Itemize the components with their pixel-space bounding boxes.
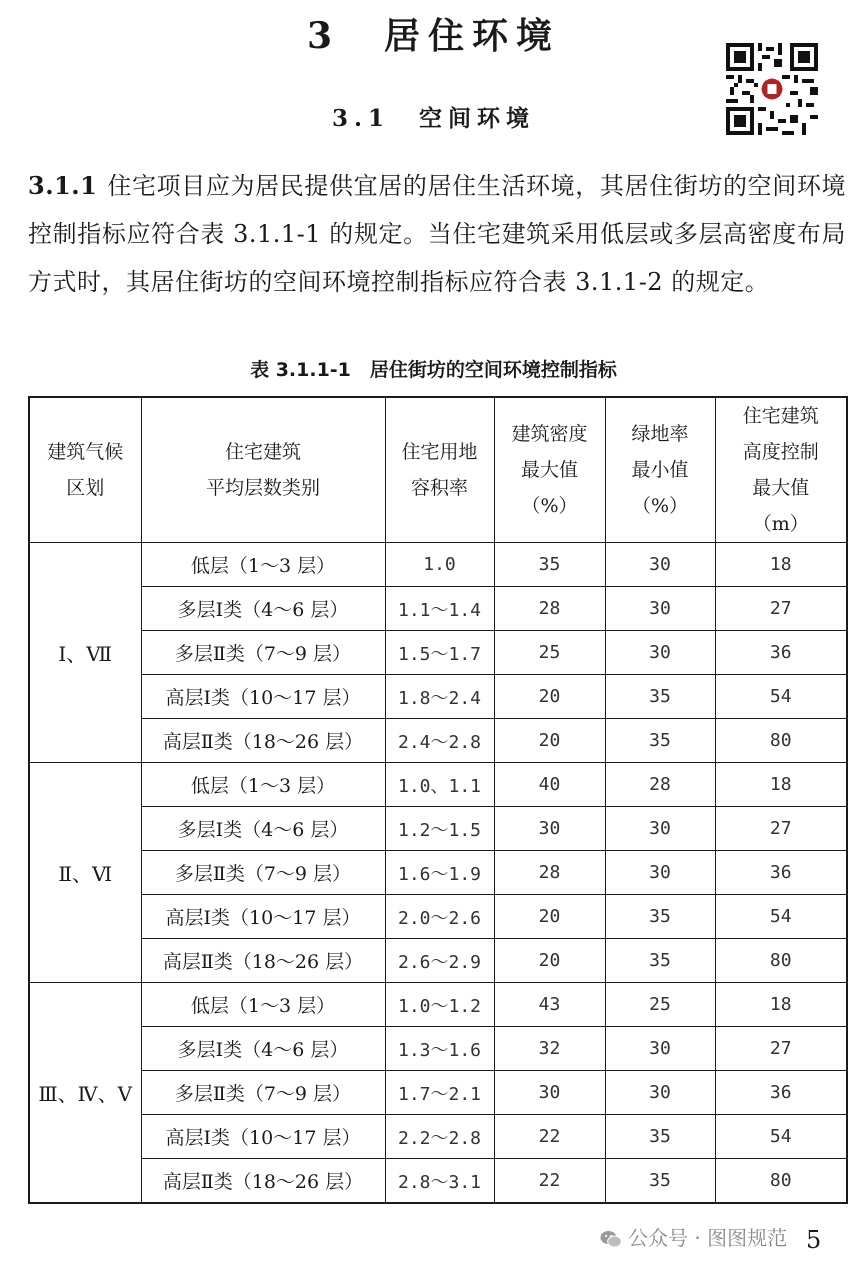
far-cell: 1.0 (385, 543, 494, 587)
green-cell: 30 (605, 851, 715, 895)
table-row (29, 1159, 847, 1204)
table-header-row (29, 397, 847, 543)
table-row (29, 719, 847, 763)
far-cell: 1.0、1.1 (385, 763, 494, 807)
category-cell: 高层Ⅰ类（10～17 层） (141, 1115, 385, 1159)
category-cell: 低层（1～3 层） (141, 543, 385, 587)
far-cell: 1.5～1.7 (385, 631, 494, 675)
category-cell: 低层（1～3 层） (141, 763, 385, 807)
height-cell: 36 (715, 631, 847, 675)
climate-zone-cell: Ⅰ、Ⅶ (29, 543, 141, 763)
category-cell: 低层（1～3 层） (141, 983, 385, 1027)
table-row (29, 1071, 847, 1115)
clause-number: 3.1.1 (28, 171, 98, 200)
table-row (29, 851, 847, 895)
table-caption: 表 3.1.1-1 居住街坊的空间环境控制指标 (250, 359, 617, 381)
green-cell: 25 (605, 983, 715, 1027)
density-cell: 30 (494, 1071, 605, 1115)
green-cell: 35 (605, 939, 715, 983)
category-cell: 多层Ⅱ类（7～9 层） (141, 631, 385, 675)
density-cell: 20 (494, 895, 605, 939)
far-cell: 1.3～1.6 (385, 1027, 494, 1071)
density-cell: 43 (494, 983, 605, 1027)
far-cell: 2.4～2.8 (385, 719, 494, 763)
table-row (29, 807, 847, 851)
category-cell: 多层Ⅰ类（4～6 层） (141, 807, 385, 851)
height-cell: 27 (715, 807, 847, 851)
density-cell: 30 (494, 807, 605, 851)
far-cell: 1.1～1.4 (385, 587, 494, 631)
category-cell: 多层Ⅰ类（4～6 层） (141, 587, 385, 631)
far-cell: 1.6～1.9 (385, 851, 494, 895)
density-cell: 32 (494, 1027, 605, 1071)
category-cell: 高层Ⅰ类（10～17 层） (141, 895, 385, 939)
height-cell: 18 (715, 763, 847, 807)
clause-3-1-1 (28, 162, 846, 306)
category-cell: 多层Ⅱ类（7～9 层） (141, 1071, 385, 1115)
green-cell: 35 (605, 1159, 715, 1204)
category-cell: 多层Ⅱ类（7～9 层） (141, 851, 385, 895)
height-cell: 54 (715, 675, 847, 719)
density-cell: 25 (494, 631, 605, 675)
green-cell: 30 (605, 543, 715, 587)
category-cell: 高层Ⅰ类（10～17 层） (141, 675, 385, 719)
header-height-limit: 住宅建筑 高度控制 最大值 （m） (715, 397, 847, 543)
height-cell: 36 (715, 1071, 847, 1115)
green-cell: 35 (605, 895, 715, 939)
qr-code[interactable] (726, 43, 818, 135)
density-cell: 20 (494, 719, 605, 763)
far-cell: 2.6～2.9 (385, 939, 494, 983)
far-cell: 2.8～3.1 (385, 1159, 494, 1204)
far-cell: 1.0～1.2 (385, 983, 494, 1027)
watermark-text: 公众号 · 图图规范 (628, 1226, 788, 1250)
table-row (29, 763, 847, 807)
height-cell: 80 (715, 719, 847, 763)
density-cell: 28 (494, 587, 605, 631)
clause-text: 住宅项目应为居民提供宜居的居住生活环境，其居住街坊的空间环境控制指标应符合表 3.1.1-1 的规定。当住宅建筑采用低层或多层高密度布局方式时，其居住街坊的空间环境控制指标应符合表 3.1.1-2 的规定。 (28, 172, 846, 296)
environment-control-table (28, 396, 848, 1204)
table-row (29, 675, 847, 719)
table-row (29, 587, 847, 631)
category-cell: 多层Ⅰ类（4～6 层） (141, 1027, 385, 1071)
density-cell: 22 (494, 1159, 605, 1204)
density-cell: 20 (494, 675, 605, 719)
table-row (29, 631, 847, 675)
density-cell: 28 (494, 851, 605, 895)
far-cell: 2.2～2.8 (385, 1115, 494, 1159)
table-row (29, 983, 847, 1027)
header-floor-area-ratio: 住宅用地 容积率 (385, 397, 494, 543)
category-cell: 高层Ⅱ类（18～26 层） (141, 719, 385, 763)
green-cell: 35 (605, 675, 715, 719)
table-row (29, 543, 847, 587)
wechat-icon (600, 1230, 622, 1248)
height-cell: 54 (715, 895, 847, 939)
density-cell: 40 (494, 763, 605, 807)
table-row (29, 939, 847, 983)
climate-zone-cell: Ⅲ、Ⅳ、Ⅴ (29, 983, 141, 1204)
height-cell: 80 (715, 939, 847, 983)
category-cell: 高层Ⅱ类（18～26 层） (141, 939, 385, 983)
height-cell: 27 (715, 1027, 847, 1071)
far-cell: 1.8～2.4 (385, 675, 494, 719)
climate-zone-cell: Ⅱ、Ⅵ (29, 763, 141, 983)
green-cell: 30 (605, 1071, 715, 1115)
category-cell: 高层Ⅱ类（18～26 层） (141, 1159, 385, 1204)
green-cell: 35 (605, 719, 715, 763)
density-cell: 22 (494, 1115, 605, 1159)
chapter-title: 3 居住环境 (306, 15, 561, 57)
height-cell: 36 (715, 851, 847, 895)
header-green-ratio: 绿地率 最小值 （%） (605, 397, 715, 543)
table-row (29, 1115, 847, 1159)
header-climate-zone: 建筑气候 区划 (29, 397, 141, 543)
height-cell: 18 (715, 543, 847, 587)
wechat-watermark (600, 1222, 787, 1251)
far-cell: 2.0～2.6 (385, 895, 494, 939)
height-cell: 27 (715, 587, 847, 631)
page-number: 5 (806, 1226, 822, 1254)
green-cell: 28 (605, 763, 715, 807)
table-row (29, 1027, 847, 1071)
density-cell: 20 (494, 939, 605, 983)
far-cell: 1.2～1.5 (385, 807, 494, 851)
height-cell: 54 (715, 1115, 847, 1159)
green-cell: 30 (605, 631, 715, 675)
green-cell: 30 (605, 1027, 715, 1071)
far-cell: 1.7～2.1 (385, 1071, 494, 1115)
section-title: 3.1 空间环境 (331, 105, 535, 132)
height-cell: 18 (715, 983, 847, 1027)
green-cell: 30 (605, 587, 715, 631)
height-cell: 80 (715, 1159, 847, 1204)
header-floor-category: 住宅建筑 平均层数类别 (141, 397, 385, 543)
density-cell: 35 (494, 543, 605, 587)
green-cell: 30 (605, 807, 715, 851)
header-building-density: 建筑密度 最大值 （%） (494, 397, 605, 543)
table-row (29, 895, 847, 939)
green-cell: 35 (605, 1115, 715, 1159)
